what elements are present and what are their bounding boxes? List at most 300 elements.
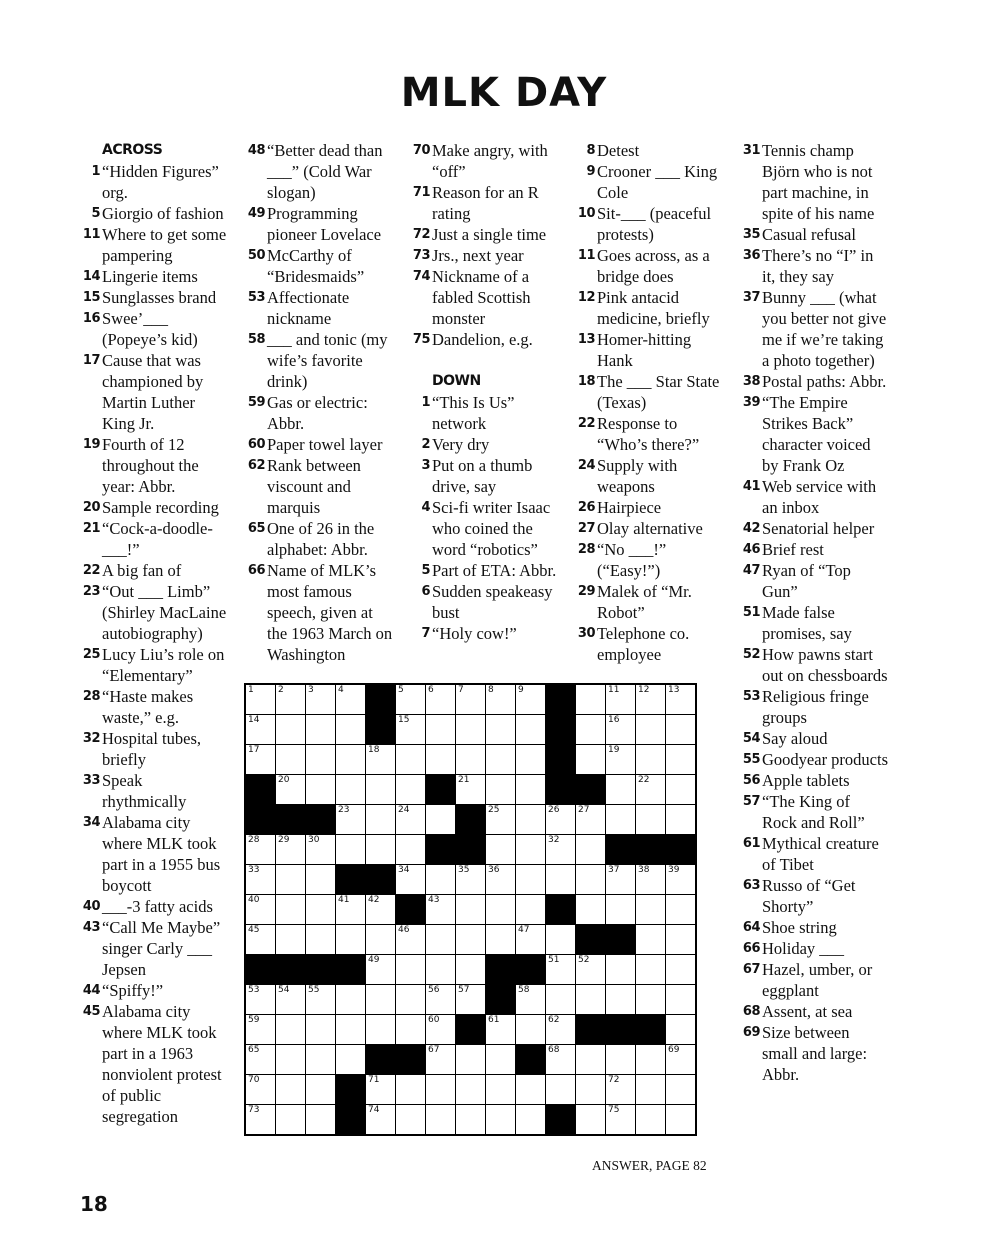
grid-cell[interactable] <box>516 715 546 745</box>
grid-cell[interactable] <box>426 1045 456 1075</box>
clue-number: 31 <box>742 143 760 158</box>
grid-cell[interactable] <box>366 985 396 1015</box>
grid-cell[interactable] <box>396 775 426 805</box>
grid-cell[interactable] <box>276 985 306 1015</box>
clue-item <box>408 245 558 266</box>
cell-number: 58 <box>518 985 530 995</box>
grid-cell[interactable] <box>636 684 666 715</box>
grid-cell[interactable] <box>426 1015 456 1045</box>
cell-number: 29 <box>278 835 290 845</box>
grid-cell[interactable] <box>276 1015 306 1045</box>
grid-cell[interactable] <box>486 1075 516 1105</box>
grid-cell[interactable] <box>546 955 576 985</box>
black-square <box>336 865 366 895</box>
black-square <box>516 1045 546 1075</box>
cell-number: 73 <box>248 1105 260 1115</box>
clue-item <box>78 497 228 518</box>
clue-number: 59 <box>247 395 265 410</box>
grid-cell[interactable] <box>426 865 456 895</box>
clue-item <box>243 560 393 665</box>
grid-cell[interactable] <box>606 745 636 775</box>
grid-cell[interactable] <box>426 895 456 925</box>
cell-number: 62 <box>548 1015 560 1025</box>
grid-cell[interactable] <box>546 805 576 835</box>
grid-cell[interactable] <box>276 684 306 715</box>
grid-row <box>245 684 696 715</box>
grid-cell[interactable] <box>366 775 396 805</box>
grid-cell[interactable] <box>366 955 396 985</box>
grid-cell[interactable] <box>546 1015 576 1045</box>
grid-cell[interactable] <box>576 805 606 835</box>
grid-cell[interactable] <box>636 1105 666 1136</box>
grid-cell[interactable] <box>245 895 276 925</box>
grid-cell[interactable] <box>516 805 546 835</box>
grid-cell[interactable] <box>606 955 636 985</box>
grid-cell[interactable] <box>245 835 276 865</box>
grid-cell[interactable] <box>486 1045 516 1075</box>
grid-cell[interactable] <box>396 1015 426 1045</box>
clue-text: There’s no “I” in it, they say <box>762 246 874 286</box>
grid-cell[interactable] <box>486 745 516 775</box>
clue-item <box>408 560 558 581</box>
clue-item <box>78 896 228 917</box>
grid-cell[interactable] <box>366 805 396 835</box>
grid-cell[interactable] <box>666 775 697 805</box>
clue-item <box>573 623 723 665</box>
clue-text: Brief rest <box>762 540 824 559</box>
grid-cell[interactable] <box>546 985 576 1015</box>
clue-number: 22 <box>82 563 100 578</box>
grid-cell[interactable] <box>636 985 666 1015</box>
grid-cell[interactable] <box>306 895 336 925</box>
grid-cell[interactable] <box>426 745 456 775</box>
grid-cell[interactable] <box>245 865 276 895</box>
grid-cell[interactable] <box>606 715 636 745</box>
grid-cell[interactable] <box>666 684 697 715</box>
grid-cell[interactable] <box>306 985 336 1015</box>
grid-cell[interactable] <box>666 715 697 745</box>
grid-cell[interactable] <box>306 715 336 745</box>
clue-number: 67 <box>742 962 760 977</box>
grid-cell[interactable] <box>426 925 456 955</box>
clue-text: Reason for an R rating <box>432 183 539 223</box>
grid-cell[interactable] <box>456 1105 486 1136</box>
cell-number: 43 <box>428 895 440 905</box>
clue-number: 62 <box>247 458 265 473</box>
grid-cell[interactable] <box>245 985 276 1015</box>
grid-cell[interactable] <box>546 865 576 895</box>
grid-cell[interactable] <box>366 1075 396 1105</box>
grid-cell[interactable] <box>336 895 366 925</box>
clue-number: 40 <box>82 899 100 914</box>
clue-text: “Out ___ Limb” (Shirley MacLaine autobiography) <box>102 582 227 643</box>
grid-cell[interactable] <box>636 745 666 775</box>
grid-cell[interactable] <box>606 865 636 895</box>
grid-cell[interactable] <box>516 835 546 865</box>
clue-number: 51 <box>742 605 760 620</box>
grid-cell[interactable] <box>245 1045 276 1075</box>
grid-row <box>245 1045 696 1075</box>
cell-number: 41 <box>338 895 350 905</box>
grid-cell[interactable] <box>486 865 516 895</box>
clue-text: Swee’___ (Popeye’s kid) <box>102 309 198 349</box>
grid-cell[interactable] <box>426 684 456 715</box>
grid-row <box>245 775 696 805</box>
clue-number: 5 <box>91 206 100 221</box>
cell-number: 19 <box>608 745 620 755</box>
grid-cell[interactable] <box>396 805 426 835</box>
grid-cell[interactable] <box>486 925 516 955</box>
grid-cell[interactable] <box>426 715 456 745</box>
clue-text: Bunny ___ (what you better not give me if we’re taking a photo together) <box>762 288 887 370</box>
grid-cell[interactable] <box>636 775 666 805</box>
grid-cell[interactable] <box>276 1045 306 1075</box>
clue-text: Holiday ___ <box>762 939 845 958</box>
grid-cell[interactable] <box>456 1075 486 1105</box>
grid-cell[interactable] <box>576 895 606 925</box>
clue-text: Speak rhythmically <box>102 771 187 811</box>
clue-text: Cause that was championed by Martin Luther King Jr. <box>102 351 204 433</box>
grid-cell[interactable] <box>516 1105 546 1136</box>
grid-cell[interactable] <box>666 895 697 925</box>
black-square <box>396 895 426 925</box>
grid-cell[interactable] <box>576 1105 606 1136</box>
clue-item <box>408 329 558 350</box>
grid-cell[interactable] <box>576 985 606 1015</box>
grid-cell[interactable] <box>486 895 516 925</box>
clue-item <box>738 959 888 1001</box>
clue-text: Postal paths: Abbr. <box>762 372 887 391</box>
grid-cell[interactable] <box>456 1045 486 1075</box>
grid-cell[interactable] <box>245 715 276 745</box>
grid-cell[interactable] <box>456 684 486 715</box>
grid-cell[interactable] <box>306 865 336 895</box>
grid-cell[interactable] <box>636 955 666 985</box>
cell-number: 24 <box>398 805 410 815</box>
grid-cell[interactable] <box>606 684 636 715</box>
grid-cell[interactable] <box>576 745 606 775</box>
black-square <box>666 835 697 865</box>
grid-cell[interactable] <box>336 1015 366 1045</box>
clue-text: Senatorial helper <box>762 519 875 538</box>
clue-item <box>738 1022 888 1085</box>
clue-item <box>243 245 393 287</box>
grid-cell[interactable] <box>245 745 276 775</box>
clue-text: “Holy cow!” <box>432 624 517 643</box>
grid-cell[interactable] <box>426 955 456 985</box>
cell-number: 7 <box>458 685 464 695</box>
cell-number: 60 <box>428 1015 440 1025</box>
grid-cell[interactable] <box>396 715 426 745</box>
grid-cell[interactable] <box>306 684 336 715</box>
grid-cell[interactable] <box>546 835 576 865</box>
clue-number: 35 <box>742 227 760 242</box>
clue-text: Olay alternative <box>597 519 703 538</box>
grid-cell[interactable] <box>426 805 456 835</box>
clue-item <box>738 224 888 245</box>
grid-cell[interactable] <box>516 1015 546 1045</box>
grid-cell[interactable] <box>396 1105 426 1136</box>
clue-text: Hospital tubes, briefly <box>102 729 201 769</box>
grid-cell[interactable] <box>336 835 366 865</box>
clue-text: “Call Me Maybe” singer Carly ___ Jepsen <box>102 918 221 979</box>
clue-text: Ryan of “Top Gun” <box>762 561 851 601</box>
clue-text: Make angry, with “off” <box>432 141 548 181</box>
grid-cell[interactable] <box>306 925 336 955</box>
grid-cell[interactable] <box>336 775 366 805</box>
grid-cell[interactable] <box>306 745 336 775</box>
grid-cell[interactable] <box>516 775 546 805</box>
grid-cell[interactable] <box>486 805 516 835</box>
page-number: 18 <box>80 1192 108 1216</box>
grid-cell[interactable] <box>666 1045 697 1075</box>
clue-item <box>243 329 393 392</box>
clue-number: 71 <box>412 185 430 200</box>
clue-text: Paper towel layer <box>267 435 383 454</box>
clue-item <box>738 371 888 392</box>
grid-cell[interactable] <box>336 715 366 745</box>
grid-cell[interactable] <box>516 745 546 775</box>
black-square <box>636 1015 666 1045</box>
clue-item <box>738 602 888 644</box>
grid-cell[interactable] <box>276 745 306 775</box>
grid-cell[interactable] <box>276 775 306 805</box>
grid-cell[interactable] <box>636 895 666 925</box>
clue-text: Just a single time <box>432 225 547 244</box>
clue-item <box>78 917 228 980</box>
grid-cell[interactable] <box>396 865 426 895</box>
grid-cell[interactable] <box>576 1075 606 1105</box>
grid-cell[interactable] <box>276 925 306 955</box>
black-square <box>546 775 576 805</box>
clue-text: Say aloud <box>762 729 828 748</box>
grid-cell[interactable] <box>636 1075 666 1105</box>
grid-cell[interactable] <box>396 684 426 715</box>
grid-cell[interactable] <box>606 985 636 1015</box>
clue-item <box>78 350 228 434</box>
grid-cell[interactable] <box>516 684 546 715</box>
grid-cell[interactable] <box>606 895 636 925</box>
grid-cell[interactable] <box>516 865 546 895</box>
grid-cell[interactable] <box>516 895 546 925</box>
grid-cell[interactable] <box>306 835 336 865</box>
grid-cell[interactable] <box>516 1075 546 1105</box>
clue-item <box>738 938 888 959</box>
grid-cell[interactable] <box>396 925 426 955</box>
grid-cell[interactable] <box>366 745 396 775</box>
clue-item <box>408 392 558 434</box>
grid-cell[interactable] <box>426 985 456 1015</box>
grid-cell[interactable] <box>636 925 666 955</box>
clue-text: “Better dead than ___” (Cold War slogan) <box>267 141 383 202</box>
grid-cell[interactable] <box>666 1015 697 1045</box>
grid-cell[interactable] <box>336 985 366 1015</box>
clue-number: 19 <box>82 437 100 452</box>
cell-number: 9 <box>518 685 524 695</box>
grid-cell[interactable] <box>516 925 546 955</box>
grid-cell[interactable] <box>546 925 576 955</box>
grid-row <box>245 985 696 1015</box>
grid-cell[interactable] <box>396 745 426 775</box>
grid-cell[interactable] <box>456 715 486 745</box>
grid-cell[interactable] <box>306 1045 336 1075</box>
grid-cell[interactable] <box>456 745 486 775</box>
grid-cell[interactable] <box>366 1105 396 1136</box>
grid-cell[interactable] <box>606 775 636 805</box>
clue-item <box>738 1001 888 1022</box>
grid-cell[interactable] <box>636 715 666 745</box>
grid-cell[interactable] <box>486 775 516 805</box>
grid-cell[interactable] <box>245 1105 276 1136</box>
grid-cell[interactable] <box>486 1105 516 1136</box>
black-square <box>636 835 666 865</box>
grid-cell[interactable] <box>456 865 486 895</box>
grid-cell[interactable] <box>636 805 666 835</box>
grid-cell[interactable] <box>486 1015 516 1045</box>
grid-cell[interactable] <box>396 985 426 1015</box>
grid-cell[interactable] <box>336 1045 366 1075</box>
clue-item <box>573 539 723 581</box>
clue-number: 54 <box>742 731 760 746</box>
cell-number: 46 <box>398 925 410 935</box>
grid-cell[interactable] <box>666 1105 697 1136</box>
grid-cell[interactable] <box>666 745 697 775</box>
clue-text: A big fan of <box>102 561 182 580</box>
grid-cell[interactable] <box>606 1075 636 1105</box>
clue-item <box>573 203 723 245</box>
grid-cell[interactable] <box>636 1045 666 1075</box>
cell-number: 57 <box>458 985 470 995</box>
clue-text: Malek of “Mr. Robot” <box>597 582 692 622</box>
grid-cell[interactable] <box>306 775 336 805</box>
clue-text: Sci-fi writer Isaac who coined the word “robotics” <box>432 498 551 559</box>
clue-item <box>408 497 558 560</box>
grid-cell[interactable] <box>306 1015 336 1045</box>
grid-cell[interactable] <box>276 865 306 895</box>
clue-item <box>243 434 393 455</box>
black-square <box>366 1045 396 1075</box>
black-square <box>546 715 576 745</box>
grid-cell[interactable] <box>366 895 396 925</box>
grid-cell[interactable] <box>336 684 366 715</box>
grid-cell[interactable] <box>396 955 426 985</box>
clue-text: “Hidden Figures” org. <box>102 162 219 202</box>
clue-number: 49 <box>247 206 265 221</box>
clue-text: Response to “Who’s there?” <box>597 414 700 454</box>
grid-cell[interactable] <box>426 1105 456 1136</box>
grid-cell[interactable] <box>576 835 606 865</box>
grid-cell[interactable] <box>666 955 697 985</box>
clue-number: 29 <box>577 584 595 599</box>
grid-cell[interactable] <box>276 895 306 925</box>
grid-cell[interactable] <box>606 1105 636 1136</box>
grid-cell[interactable] <box>276 835 306 865</box>
grid-cell[interactable] <box>276 1075 306 1105</box>
grid-cell[interactable] <box>366 835 396 865</box>
grid-cell[interactable] <box>546 1075 576 1105</box>
grid-cell[interactable] <box>245 925 276 955</box>
grid-cell[interactable] <box>456 925 486 955</box>
clue-item <box>78 980 228 1001</box>
clue-number: 24 <box>577 458 595 473</box>
clue-text: “The King of Rock and Roll” <box>762 792 865 832</box>
grid-cell[interactable] <box>456 775 486 805</box>
grid-cell[interactable] <box>366 1015 396 1045</box>
clue-item <box>243 203 393 245</box>
black-square <box>486 985 516 1015</box>
grid-cell[interactable] <box>576 955 606 985</box>
grid-cell[interactable] <box>306 1075 336 1105</box>
clue-item <box>78 581 228 644</box>
grid-cell[interactable] <box>576 1045 606 1075</box>
grid-cell[interactable] <box>636 865 666 895</box>
grid-cell[interactable] <box>516 985 546 1015</box>
clue-item <box>738 476 888 518</box>
grid-cell[interactable] <box>396 835 426 865</box>
grid-cell[interactable] <box>576 684 606 715</box>
clue-item <box>408 434 558 455</box>
grid-cell[interactable] <box>606 1045 636 1075</box>
clue-text: Detest <box>597 141 640 160</box>
grid-cell[interactable] <box>486 715 516 745</box>
grid-cell[interactable] <box>576 715 606 745</box>
clue-number: 11 <box>82 227 100 242</box>
black-square <box>336 1105 366 1136</box>
grid-cell[interactable] <box>486 835 516 865</box>
grid-cell[interactable] <box>366 925 396 955</box>
grid-cell[interactable] <box>666 1075 697 1105</box>
cell-number: 8 <box>488 685 494 695</box>
grid-cell[interactable] <box>456 985 486 1015</box>
grid-cell[interactable] <box>245 1075 276 1105</box>
cell-number: 3 <box>308 685 314 695</box>
grid-cell[interactable] <box>276 1105 306 1136</box>
grid-cell[interactable] <box>666 925 697 955</box>
clue-text: Shoe string <box>762 918 837 937</box>
grid-cell[interactable] <box>666 985 697 1015</box>
cell-number: 40 <box>248 895 260 905</box>
black-square <box>366 715 396 745</box>
grid-cell[interactable] <box>456 955 486 985</box>
clue-item <box>738 287 888 371</box>
grid-cell[interactable] <box>486 684 516 715</box>
grid-cell[interactable] <box>426 1075 456 1105</box>
grid-cell[interactable] <box>666 865 697 895</box>
grid-cell[interactable] <box>396 1075 426 1105</box>
grid-cell[interactable] <box>336 745 366 775</box>
clue-text: Religious fringe groups <box>762 687 869 727</box>
grid-row <box>245 715 696 745</box>
black-square <box>576 775 606 805</box>
grid-cell[interactable] <box>666 805 697 835</box>
grid-cell[interactable] <box>336 805 366 835</box>
grid-cell[interactable] <box>245 1015 276 1045</box>
clue-text: Name of MLK’s most famous speech, given at the 1963 March on Washington <box>267 561 393 664</box>
grid-cell[interactable] <box>576 865 606 895</box>
cell-number: 52 <box>578 955 590 965</box>
clue-column-3 <box>408 140 558 644</box>
grid-cell[interactable] <box>606 805 636 835</box>
grid-cell[interactable] <box>306 1105 336 1136</box>
grid-cell[interactable] <box>546 1045 576 1075</box>
grid-cell[interactable] <box>456 895 486 925</box>
cell-number: 16 <box>608 715 620 725</box>
grid-cell[interactable] <box>336 925 366 955</box>
grid-cell[interactable] <box>245 684 276 715</box>
grid-cell[interactable] <box>276 715 306 745</box>
clue-item <box>78 644 228 686</box>
clue-text: Jrs., next year <box>432 246 524 265</box>
